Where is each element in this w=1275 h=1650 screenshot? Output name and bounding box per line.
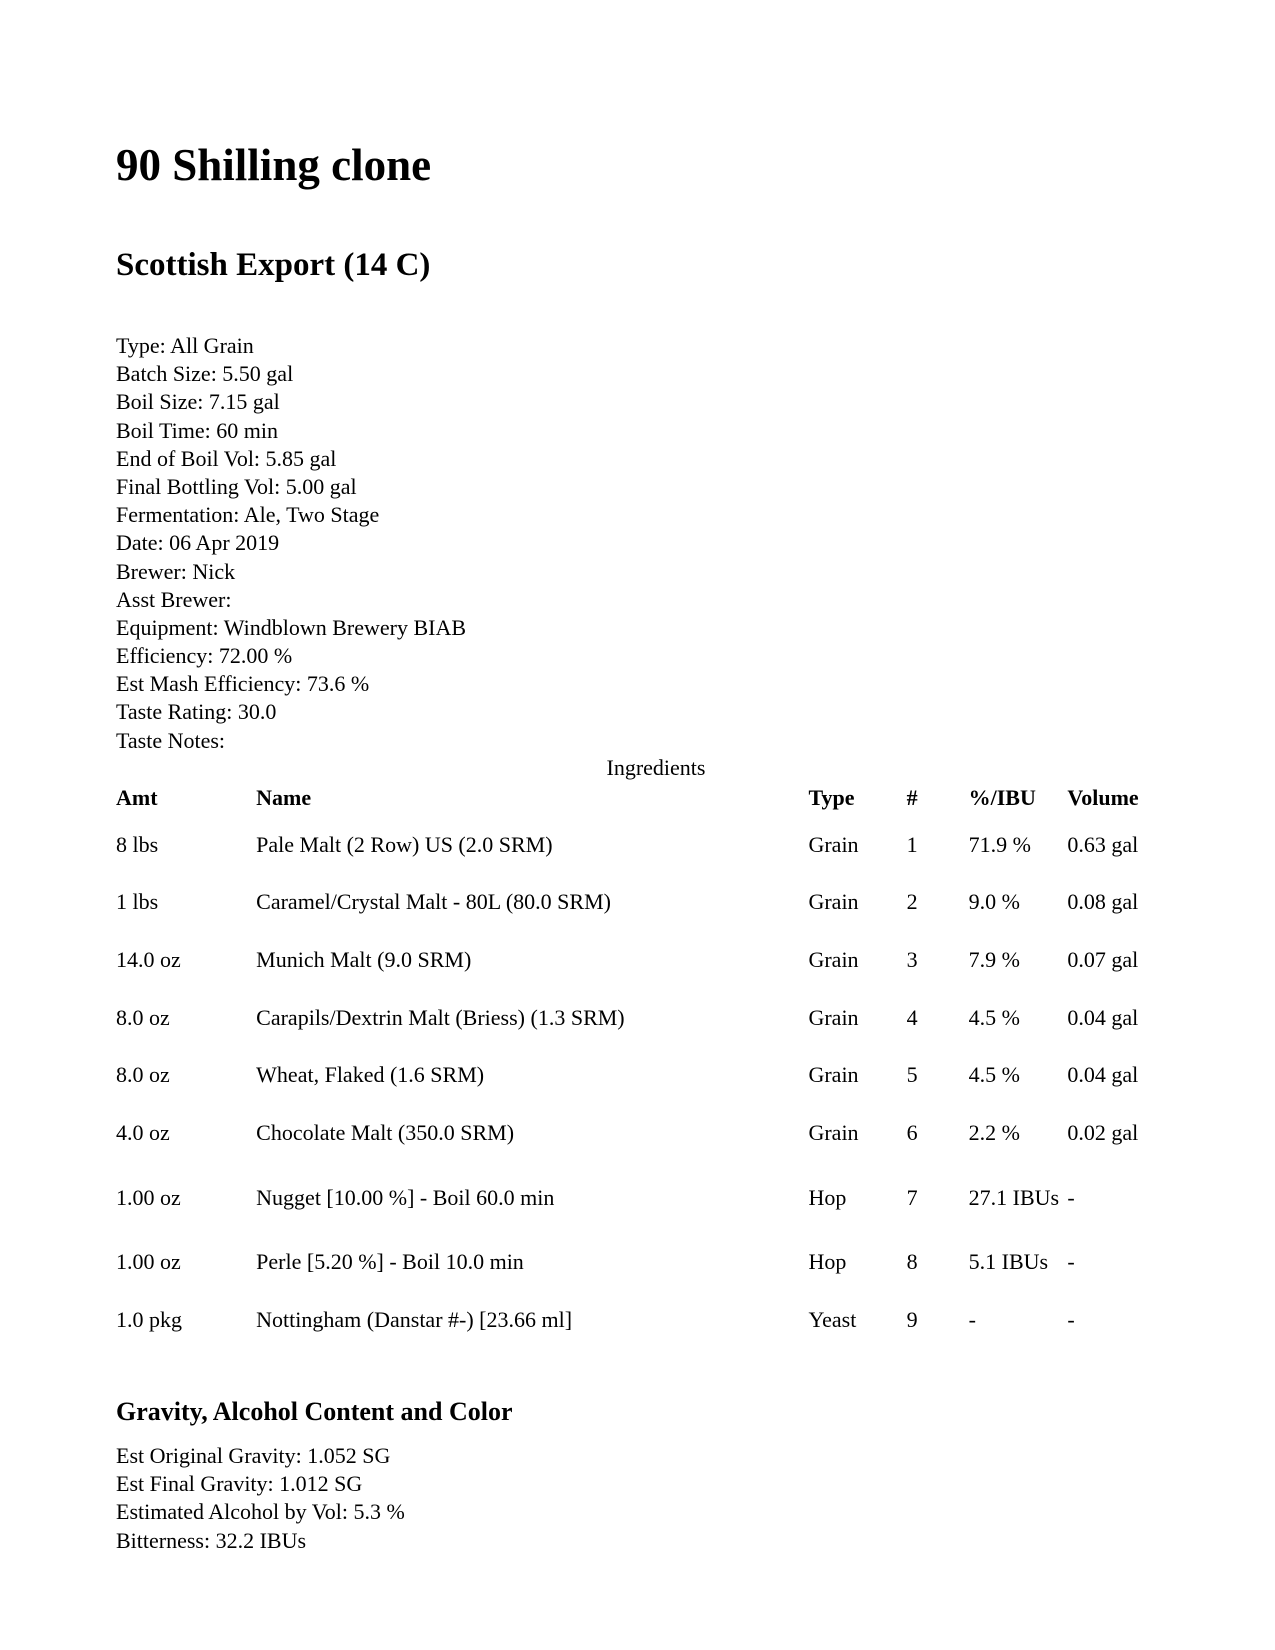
ingredients-table [116,780,1176,1349]
cell-amt: 1.0 pkg [116,1306,182,1332]
table-row [116,989,1176,1047]
detail-boil-size: Boil Size: 7.15 gal [116,389,280,415]
cell-volume: 0.08 gal [1067,889,1139,915]
cell-name: Nottingham (Danstar #-) [23.66 ml] [256,1306,573,1332]
header-type: Type [808,785,855,810]
cell-amt: 1.00 oz [116,1184,181,1210]
cell-volume: - [1067,1306,1075,1332]
cell-amt: 8.0 oz [116,1062,170,1088]
cell-name: Nugget [10.00 %] - Boil 60.0 min [256,1184,555,1210]
cell-type: Grain [808,831,859,857]
detail-batch-size: Batch Size: 5.50 gal [116,361,294,387]
detail-brewer: Brewer: Nick [116,558,236,584]
table-row [116,1104,1176,1162]
cell-percent-ibu: 2.2 % [968,1119,1020,1145]
gravity-details [116,1442,405,1555]
detail-efficiency: Efficiency: 72.00 % [116,643,293,669]
cell-number: 4 [906,1004,918,1030]
detail-asst-brewer: Asst Brewer: [116,586,232,612]
cell-amt: 14.0 oz [116,946,181,972]
gravity-final: Est Final Gravity: 1.012 SG [116,1471,363,1497]
cell-type: Grain [808,946,859,972]
cell-amt: 4.0 oz [116,1119,170,1145]
cell-number: 5 [906,1062,918,1088]
cell-name: Caramel/Crystal Malt - 80L (80.0 SRM) [256,889,611,915]
header-number: # [906,785,918,810]
table-row [116,874,1176,932]
detail-fermentation: Fermentation: Ale, Two Stage [116,502,380,528]
table-row [116,1162,1176,1234]
cell-number: 3 [906,946,918,972]
cell-number: 2 [906,889,918,915]
cell-percent-ibu: 7.9 % [968,946,1020,972]
cell-volume: 0.04 gal [1067,1062,1139,1088]
cell-percent-ibu: 5.1 IBUs [968,1249,1049,1275]
header-name: Name [256,785,312,810]
cell-number: 9 [906,1306,918,1332]
detail-taste-rating: Taste Rating: 30.0 [116,699,277,725]
detail-est-mash-efficiency: Est Mash Efficiency: 73.6 % [116,671,370,697]
recipe-style: Scottish Export (14 C) [116,247,431,283]
recipe-title: 90 Shilling clone [116,140,432,190]
cell-number: 8 [906,1249,918,1275]
gravity-heading: Gravity, Alcohol Content and Color [116,1397,513,1426]
cell-name: Perle [5.20 %] - Boil 10.0 min [256,1249,524,1275]
cell-name: Wheat, Flaked (1.6 SRM) [256,1062,485,1088]
gravity-original: Est Original Gravity: 1.052 SG [116,1443,391,1468]
cell-percent-ibu: 4.5 % [968,1004,1020,1030]
table-row [116,1046,1176,1104]
cell-percent-ibu: 71.9 % [968,831,1031,857]
cell-amt: 1 lbs [116,889,159,915]
cell-type: Grain [808,1062,859,1088]
cell-name: Chocolate Malt (350.0 SRM) [256,1119,515,1145]
cell-percent-ibu: 9.0 % [968,889,1020,915]
cell-type: Grain [808,1004,859,1030]
cell-percent-ibu: 27.1 IBUs [968,1184,1060,1210]
ingredients-caption: Ingredients [606,755,706,780]
cell-volume: 0.02 gal [1067,1119,1139,1145]
cell-type: Hop [808,1184,847,1210]
cell-type: Hop [808,1249,847,1275]
recipe-details [116,332,466,755]
cell-number: 6 [906,1119,918,1145]
header-volume: Volume [1067,785,1139,810]
table-row [116,1234,1176,1292]
detail-date: Date: 06 Apr 2019 [116,530,280,556]
cell-volume: - [1067,1249,1075,1275]
cell-percent-ibu: 4.5 % [968,1062,1020,1088]
detail-boil-time: Boil Time: 60 min [116,417,278,443]
table-row [116,816,1176,874]
table-row [116,931,1176,989]
cell-volume: 0.04 gal [1067,1004,1139,1030]
cell-type: Yeast [808,1306,857,1332]
cell-type: Grain [808,889,859,915]
cell-number: 1 [906,831,918,857]
detail-type: Type: All Grain [116,333,254,358]
cell-name: Pale Malt (2 Row) US (2.0 SRM) [256,831,553,857]
cell-type: Grain [808,1119,859,1145]
detail-final-bottling-vol: Final Bottling Vol: 5.00 gal [116,473,357,499]
cell-percent-ibu: - [968,1306,976,1332]
ingredients-header-row [116,780,1176,816]
detail-end-of-boil-vol: End of Boil Vol: 5.85 gal [116,445,337,471]
cell-amt: 8.0 oz [116,1004,170,1030]
cell-number: 7 [906,1184,918,1210]
cell-amt: 1.00 oz [116,1249,181,1275]
cell-volume: 0.07 gal [1067,946,1139,972]
detail-taste-notes: Taste Notes: [116,727,226,753]
gravity-abv: Estimated Alcohol by Vol: 5.3 % [116,1499,405,1525]
detail-equipment: Equipment: Windblown Brewery BIAB [116,614,467,640]
gravity-bitterness: Bitterness: 32.2 IBUs [116,1527,307,1553]
table-row [116,1291,1176,1349]
header-percent-ibu: %/IBU [968,785,1036,810]
cell-volume: - [1067,1184,1075,1210]
cell-name: Munich Malt (9.0 SRM) [256,946,472,972]
cell-volume: 0.63 gal [1067,831,1139,857]
cell-amt: 8 lbs [116,831,159,857]
header-amt: Amt [116,785,158,810]
cell-name: Carapils/Dextrin Malt (Briess) (1.3 SRM) [256,1004,625,1030]
